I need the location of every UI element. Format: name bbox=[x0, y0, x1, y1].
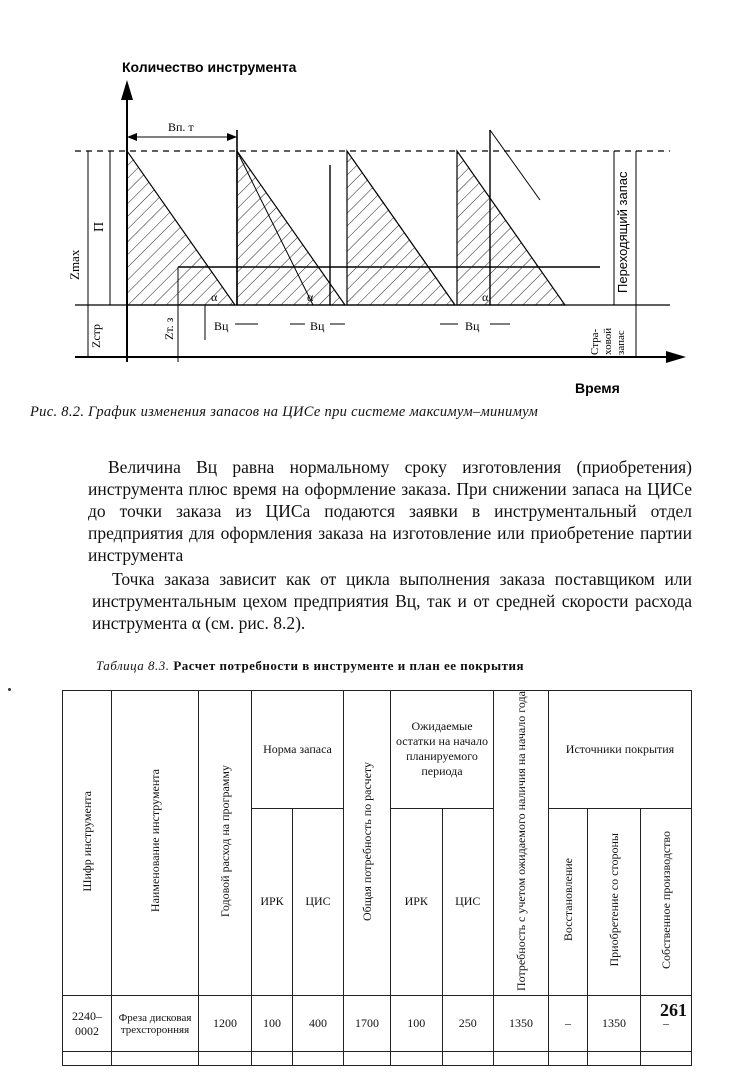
cell-norm-irk: 100 bbox=[252, 996, 293, 1052]
header-exp-irk: ИРК bbox=[391, 808, 443, 995]
cell-total: 1700 bbox=[344, 996, 391, 1052]
cell-name: Фреза дисковая трехсторонняя bbox=[112, 996, 199, 1052]
label-alpha-1: α bbox=[211, 290, 218, 304]
table-caption-number: Таблица 8.3. bbox=[96, 658, 170, 673]
label-bpt: Bп. т bbox=[168, 120, 194, 134]
inventory-chart bbox=[0, 0, 738, 400]
table-caption bbox=[96, 658, 524, 674]
label-zts: Zт. з bbox=[162, 317, 176, 340]
label-alpha-2: α bbox=[307, 290, 314, 304]
paragraph-2: Точка заказа зависит как от цикла выполнения заказа поставщиком или инструментальным цехом предприятия Bц, так и от средней скорости расхода инструмента α (см. рис. 8.2). bbox=[92, 569, 692, 633]
cell-need: 1350 bbox=[494, 996, 549, 1052]
label-safety-stock: Стра-ховойзапас bbox=[589, 327, 627, 355]
x-axis-arrow bbox=[666, 351, 686, 363]
cell-exp-cis: 250 bbox=[442, 996, 494, 1052]
y-axis-arrow bbox=[121, 80, 133, 100]
label-bts-3: Bц bbox=[465, 319, 480, 333]
scan-dot bbox=[8, 688, 11, 691]
label-bts-2: Bц bbox=[310, 319, 325, 333]
cell-norm-cis: 400 bbox=[293, 996, 344, 1052]
cell-restore: – bbox=[549, 996, 588, 1052]
label-alpha-3: α bbox=[482, 290, 489, 304]
header-exp-cis: ЦИС bbox=[442, 808, 494, 995]
cell-annual: 1200 bbox=[199, 996, 252, 1052]
cell-own: – bbox=[641, 996, 692, 1052]
table-row bbox=[63, 996, 692, 1052]
header-total: Общая потребность по расчету bbox=[344, 691, 391, 996]
header-expected: Ожидаемые остатки на начало планируемого периода bbox=[391, 691, 494, 809]
table-caption-title: Расчет потребности в инструменте и план ее покрытия bbox=[173, 658, 525, 673]
header-annual: Годовой расход на программу bbox=[199, 691, 252, 996]
table-row-empty bbox=[63, 1052, 692, 1066]
page-number: 261 bbox=[660, 1000, 687, 1020]
header-code: Шифр инструмента bbox=[63, 691, 112, 996]
y-axis-label: Количество инструмента bbox=[122, 59, 297, 75]
cell-buy: 1350 bbox=[588, 996, 641, 1052]
label-bts-1: Bц bbox=[214, 319, 229, 333]
stock-triangle-2 bbox=[237, 151, 345, 305]
figure-caption: Рис. 8.2. График изменения запасов на ЦИСе при системе максимум–минимум bbox=[30, 404, 539, 420]
header-norm: Норма запаса bbox=[252, 691, 344, 809]
header-sources: Источники покрытия bbox=[549, 691, 692, 809]
stock-triangle-4 bbox=[457, 151, 565, 305]
label-transit-stock: Переходящий запас bbox=[615, 171, 630, 293]
header-restore: Восстановление bbox=[549, 808, 588, 995]
x-axis-label: Время bbox=[575, 380, 620, 396]
label-zmax: Zmax bbox=[67, 249, 82, 280]
cell-exp-irk: 100 bbox=[391, 996, 443, 1052]
header-buy: Приобретение со стороны bbox=[588, 808, 641, 995]
label-p: П bbox=[92, 221, 107, 232]
header-need: Потребность с учетом ожидаемого наличия на начало года bbox=[494, 691, 549, 996]
requirements-table bbox=[62, 690, 692, 1066]
header-own: Собственное производство bbox=[641, 808, 692, 995]
header-name: Наименование инструмента bbox=[112, 691, 199, 996]
header-norm-cis: ЦИС bbox=[293, 808, 344, 995]
stock-triangle-1 bbox=[127, 151, 235, 305]
label-zstr: Zстр bbox=[89, 323, 103, 348]
paragraph-1: Величина Bц равна нормальному сроку изготовления (приобретения) инструмента плюс время на оформление заказа. При снижении запаса на ЦИСе до точки заказа из ЦИСа подаются заявки в инструментальный отдел предприятия для оформления заказа на изготовление или приобретение партии инструмента bbox=[88, 457, 692, 565]
cell-code: 2240–0002 bbox=[63, 996, 112, 1052]
header-norm-irk: ИРК bbox=[252, 808, 293, 995]
